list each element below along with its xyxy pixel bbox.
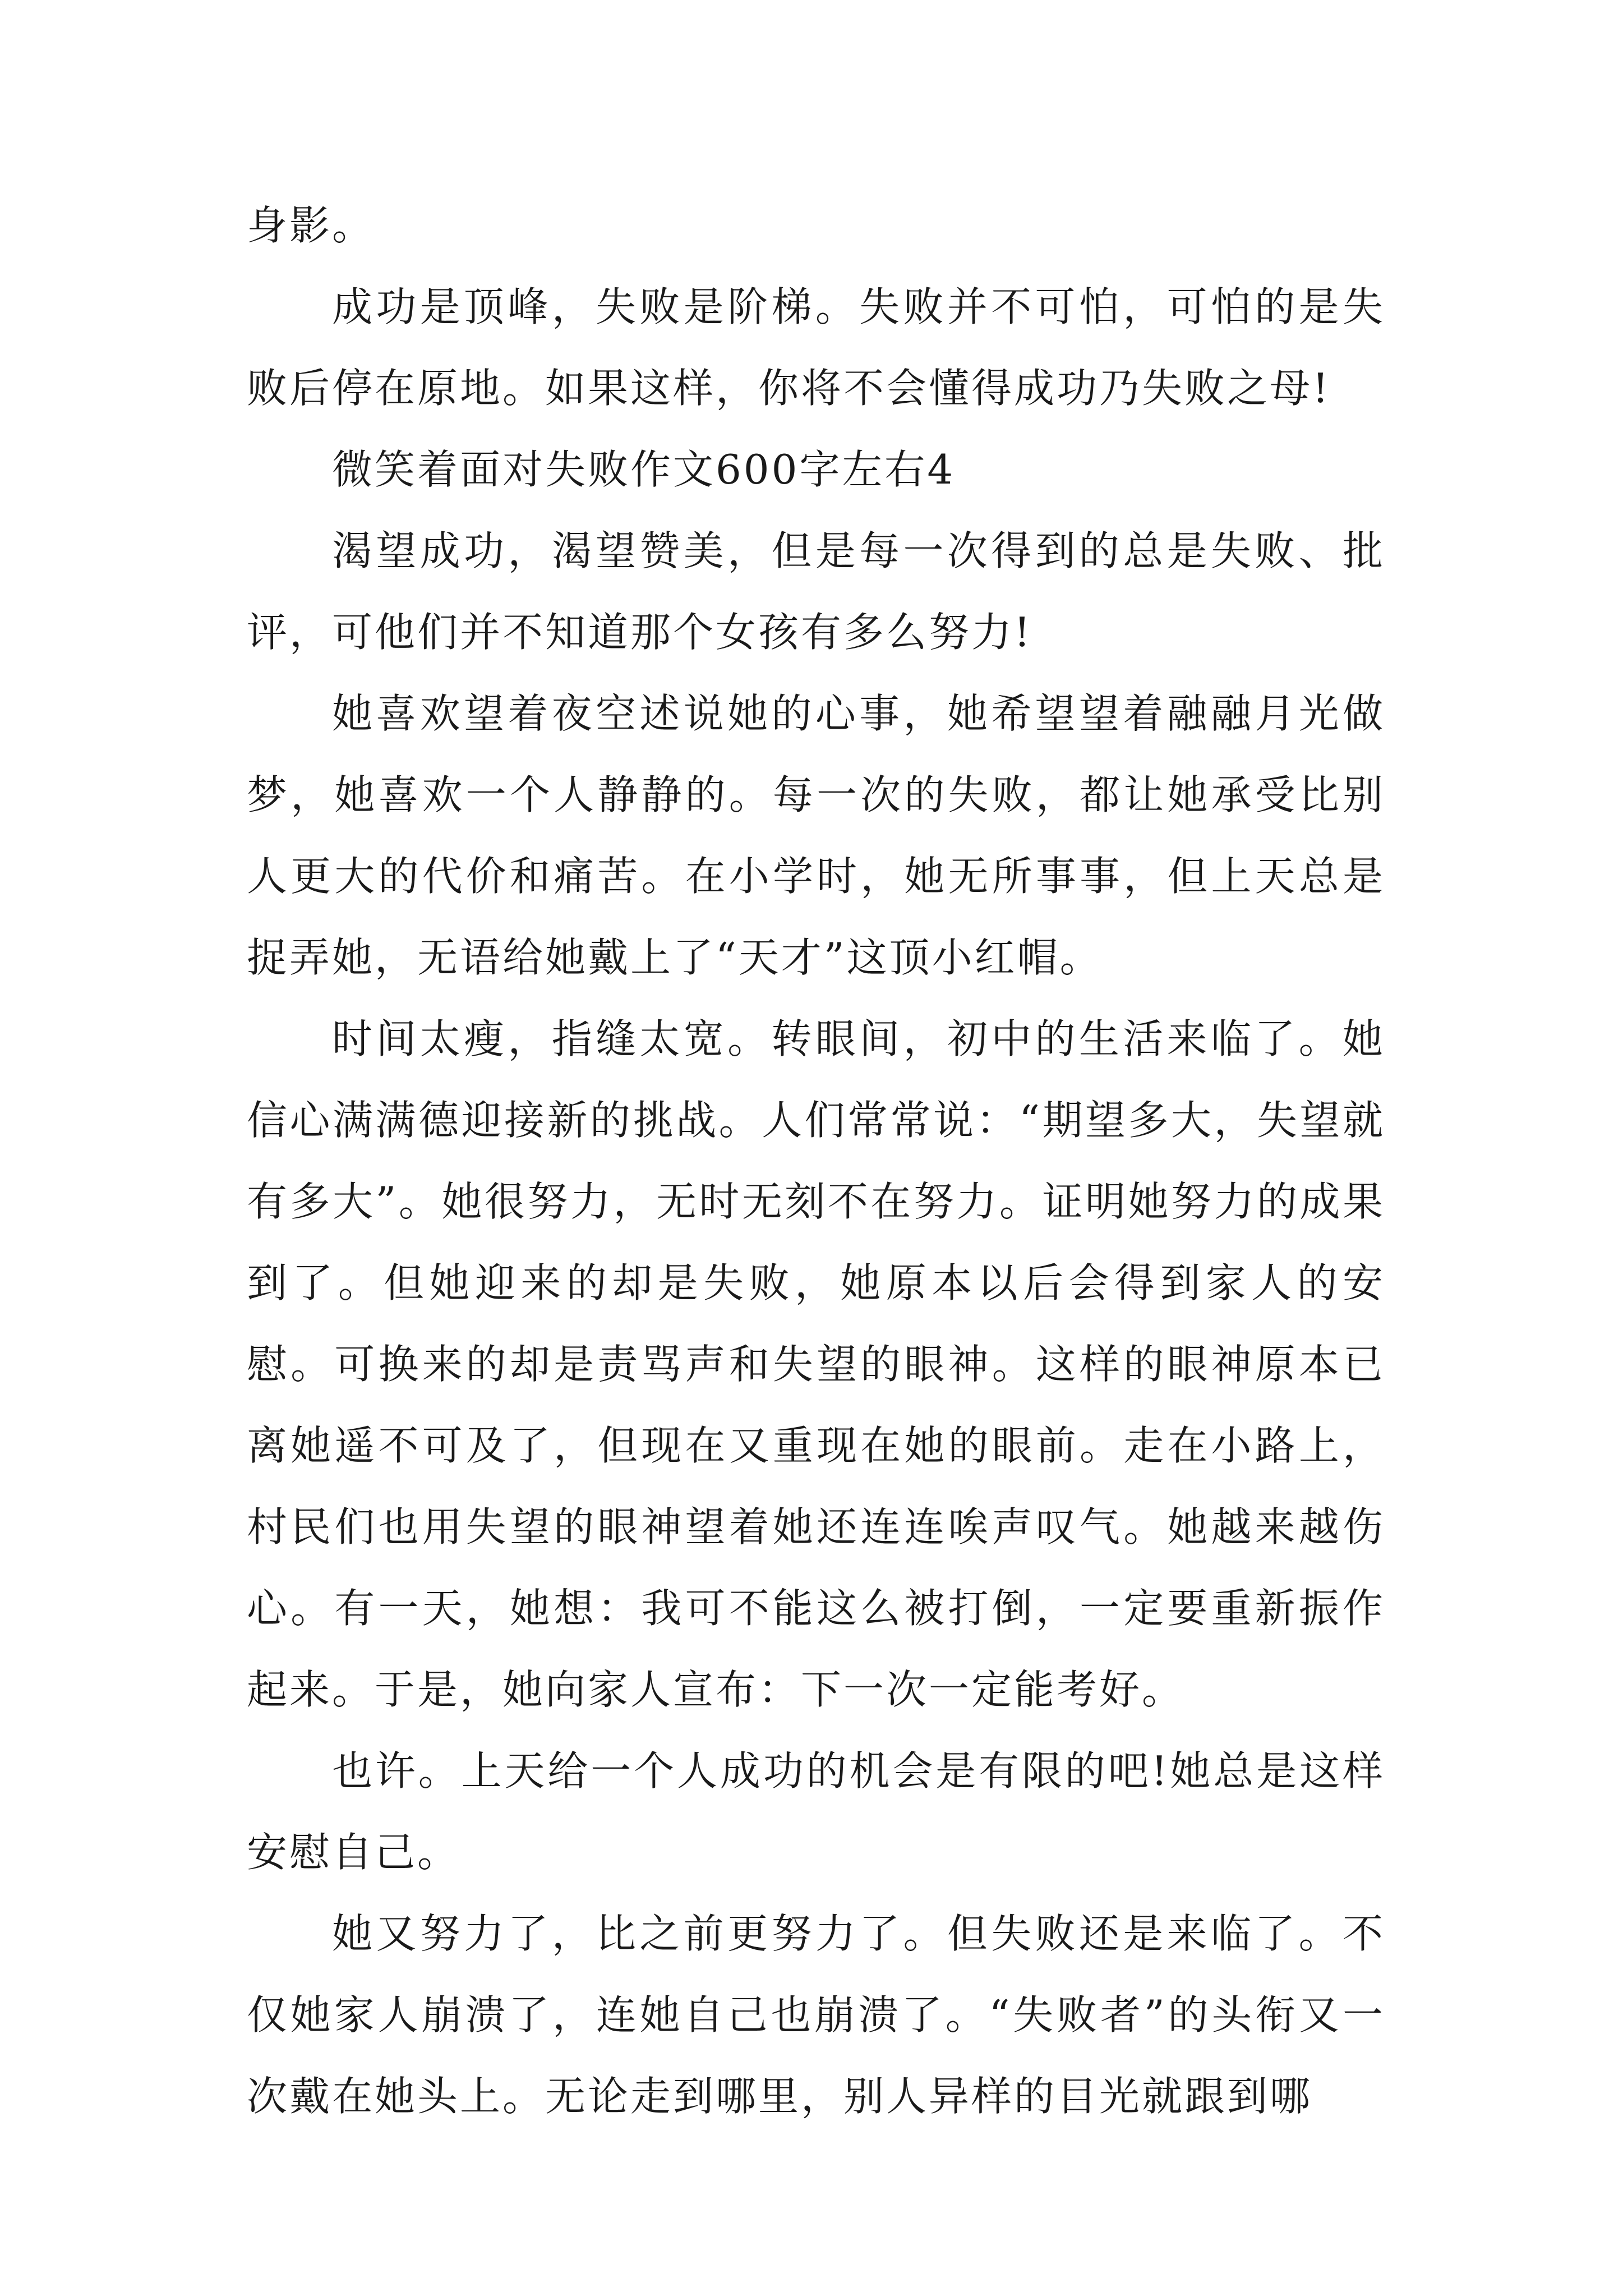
essay-body <box>247 185 1385 2137</box>
paragraph-4: 她喜欢望着夜空述说她的心事，她希望望着融融月光做梦，她喜欢一个人静静的。每一次的失败，都让她承受比别人更大的代价和痛苦。在小学时，她无所事事，但上天总是捉弄她，无语给她戴上了“天才”这顶小红帽。 <box>247 690 1385 981</box>
essay-title: 微笑着面对失败作文600字左右4 <box>332 446 956 493</box>
paragraph-5: 时间太瘦，指缝太宽。转眼间，初中的生活来临了。她信心满满德迎接新的挑战。人们常常说：“期望多大，失望就有多大”。她很努力，无时无刻不在努力。证明她努力的成果到了。但她迎来的却是失败，她原本以后会得到家人的安慰。可换来的却是责骂声和失望的眼神。这样的眼神原本已离她遥不可及了，但现在又重现在她的眼前。走在小路上，村民们也用失望的眼神望着她还连连唉声叹气。她越来越伤心。有一天，她想：我可不能这么被打倒，一定要重新振作起来。于是，她向家人宣布：下一次一定能考好。 <box>247 1015 1385 1713</box>
paragraph-2: 成功是顶峰，失败是阶梯。失败并不可怕，可怕的是失败后停在原地。如果这样，你将不会懂得成功乃失败之母! <box>247 283 1385 412</box>
paragraph-1: 身影。 <box>247 202 375 249</box>
paragraph-3: 渴望成功，渴望赞美，但是每一次得到的总是失败、批评，可他们并不知道那个女孩有多么努力! <box>247 527 1385 656</box>
paragraph-7: 她又努力了，比之前更努力了。但失败还是来临了。不仅她家人崩溃了，连她自己也崩溃了。“失败者”的头衔又一次戴在她头上。无论走到哪里，别人异样的目光就跟到哪 <box>247 1910 1385 2120</box>
paragraph-6: 也许。上天给一个人成功的机会是有限的吧!她总是这样安慰自己。 <box>247 1747 1385 1876</box>
